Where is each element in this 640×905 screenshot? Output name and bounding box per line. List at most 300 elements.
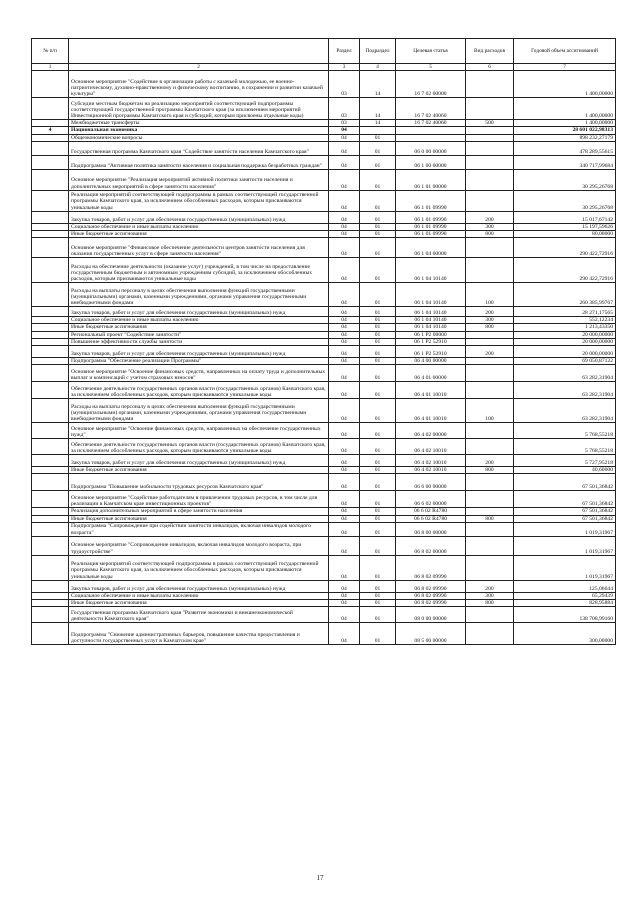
row-target-article: 06 1 P2 00000 xyxy=(396,331,466,338)
row-razdel: 04 xyxy=(329,474,360,491)
row-target-article: 06 1 01 09990 xyxy=(396,231,466,238)
row-razdel: 04 xyxy=(329,623,360,645)
row-target-article: 06 1 01 09990 xyxy=(396,223,466,230)
row-number xyxy=(32,98,69,120)
row-razdel: 04 xyxy=(329,515,360,522)
row-podrazdel: 01 xyxy=(360,474,396,491)
row-podrazdel: 01 xyxy=(360,607,396,623)
row-expense-type: 300 xyxy=(466,592,514,599)
row-amount: 1 400,00000 xyxy=(514,98,616,120)
table-row xyxy=(32,127,616,134)
row-razdel: 04 xyxy=(329,258,360,283)
row-target-article: 06 8 02 09990 xyxy=(396,555,466,580)
row-number xyxy=(32,71,69,98)
row-expense-type xyxy=(466,258,514,283)
row-razdel: 04 xyxy=(329,324,360,331)
row-expense-type xyxy=(466,141,514,155)
column-number: 4 xyxy=(360,64,396,71)
table-row xyxy=(32,238,616,258)
row-expense-type xyxy=(466,522,514,536)
table-row xyxy=(32,439,616,455)
row-expense-type xyxy=(466,338,514,345)
row-name: Закупка товаров, работ и услуг для обеспечения государственных (муниципальных) нужд xyxy=(69,455,329,467)
row-amount: 290 422,72916 xyxy=(514,238,616,258)
table-row xyxy=(32,455,616,467)
row-razdel: 04 xyxy=(329,231,360,238)
row-razdel: 04 xyxy=(329,358,360,365)
row-name: Основное мероприятие "Финансовое обеспечение деятельности центров занятости населения для оказания государственных услуг в сфере занятости населения" xyxy=(69,238,329,258)
row-expense-type: 500 xyxy=(466,120,514,127)
row-target-article: 06 1 01 09990 xyxy=(396,211,466,223)
row-amount: 138 708,99160 xyxy=(514,607,616,623)
row-expense-type xyxy=(466,238,514,258)
table-row xyxy=(32,155,616,169)
table-row xyxy=(32,98,616,120)
row-expense-type xyxy=(466,155,514,169)
row-name: Закупка товаров, работ и услуг для обеспечения государственных (муниципальных) нужд xyxy=(69,211,329,223)
row-amount: 63 282,31904 xyxy=(514,365,616,382)
row-razdel: 04 xyxy=(329,592,360,599)
table-row xyxy=(32,134,616,141)
row-number xyxy=(32,467,69,474)
row-podrazdel: 14 xyxy=(360,98,396,120)
row-amount: 67 501,36842 xyxy=(514,508,616,515)
table-row xyxy=(32,169,616,190)
row-podrazdel: 01 xyxy=(360,231,396,238)
row-expense-type: 200 xyxy=(466,307,514,317)
row-expense-type xyxy=(466,331,514,338)
row-number xyxy=(32,358,69,365)
table-row xyxy=(32,231,616,238)
row-amount: 260 385,99767 xyxy=(514,283,616,307)
row-name: Подпрограмма "Обеспечение реализации Программы" xyxy=(69,358,329,365)
column-number-row xyxy=(32,64,616,71)
table-row xyxy=(32,423,616,439)
row-amount: 28 271,17565 xyxy=(514,307,616,317)
row-amount: 290 422,72916 xyxy=(514,258,616,283)
row-target-article: 06 4 02 10010 xyxy=(396,455,466,467)
table-row xyxy=(32,536,616,555)
row-amount: 1 019,31967 xyxy=(514,555,616,580)
row-podrazdel: 01 xyxy=(360,508,396,515)
row-name: Социальное обеспечение и иные выплаты населению xyxy=(69,223,329,230)
row-target-article xyxy=(396,127,466,134)
row-amount: 300,00000 xyxy=(514,623,616,645)
row-number xyxy=(32,399,69,423)
row-expense-type xyxy=(466,607,514,623)
row-number xyxy=(32,474,69,491)
row-amount: 1 019,31967 xyxy=(514,522,616,536)
row-amount: 63 282,31904 xyxy=(514,382,616,399)
row-expense-type: 300 xyxy=(466,223,514,230)
row-razdel: 04 xyxy=(329,600,360,607)
row-name: Основное мероприятие "Сопровождение инвалидов, включая инвалидов молодого возраста, при трудоустройстве" xyxy=(69,536,329,555)
row-amount: 20 000,00000 xyxy=(514,338,616,345)
row-target-article: 06 1 04 10140 xyxy=(396,324,466,331)
row-expense-type xyxy=(466,474,514,491)
row-number xyxy=(32,338,69,345)
row-expense-type xyxy=(466,382,514,399)
row-target-article: 06 1 01 09990 xyxy=(396,190,466,211)
row-amount: 20 000,00000 xyxy=(514,331,616,338)
row-podrazdel: 01 xyxy=(360,592,396,599)
row-razdel: 04 xyxy=(329,134,360,141)
row-expense-type xyxy=(466,508,514,515)
row-razdel: 04 xyxy=(329,580,360,592)
row-amount: 69 050,87122 xyxy=(514,358,616,365)
row-name: Реализация дополнительных мероприятий в сфере занятости населения xyxy=(69,508,329,515)
row-podrazdel: 01 xyxy=(360,258,396,283)
row-amount: 5 727,95218 xyxy=(514,455,616,467)
row-amount: 15 017,67142 xyxy=(514,211,616,223)
row-amount: 5 768,55218 xyxy=(514,423,616,439)
row-razdel: 04 xyxy=(329,399,360,423)
row-razdel: 04 xyxy=(329,155,360,169)
row-name: Социальное обеспечение и иные выплаты населению xyxy=(69,592,329,599)
row-number xyxy=(32,515,69,522)
row-number xyxy=(32,607,69,623)
column-number: 3 xyxy=(329,64,360,71)
row-amount: 828,95884 xyxy=(514,600,616,607)
row-number xyxy=(32,317,69,324)
row-number xyxy=(32,324,69,331)
row-number xyxy=(32,211,69,223)
row-number xyxy=(32,439,69,455)
row-number xyxy=(32,331,69,338)
row-target-article: 16 7 02 00000 xyxy=(396,71,466,98)
row-number xyxy=(32,346,69,358)
row-number xyxy=(32,623,69,645)
row-name: Основное мероприятие "Содействие работодателям в привлечении трудовых ресурсов, в том числе для реализации в Камчатском крае инвестиционных проектов" xyxy=(69,491,329,508)
row-razdel: 04 xyxy=(329,423,360,439)
table-row xyxy=(32,607,616,623)
row-target-article: 06 4 01 00000 xyxy=(396,365,466,382)
table-row xyxy=(32,474,616,491)
row-razdel: 04 xyxy=(329,307,360,317)
table-row xyxy=(32,358,616,365)
row-name: Подпрограмма "Активная политика занятости населения и социальная поддержка безработных граждан" xyxy=(69,155,329,169)
row-amount: 63 282,31904 xyxy=(514,399,616,423)
row-razdel: 04 xyxy=(329,536,360,555)
row-expense-type: 800 xyxy=(466,467,514,474)
header-podrazdel: Подраздел xyxy=(360,39,396,64)
row-podrazdel: 01 xyxy=(360,238,396,258)
row-amount: 67 501,36842 xyxy=(514,515,616,522)
table-row xyxy=(32,399,616,423)
row-razdel: 04 xyxy=(329,283,360,307)
row-name: Обеспечение деятельности государственных органов власти (государственных органов) Камчатского края, за исключением обособленных расходов, которым присваиваются уникальные коды xyxy=(69,382,329,399)
table-row xyxy=(32,71,616,98)
row-number xyxy=(32,169,69,190)
row-number xyxy=(32,365,69,382)
row-razdel: 04 xyxy=(329,439,360,455)
table-row xyxy=(32,346,616,358)
row-name: Основное мероприятие "Освоение финансовых средств, направленных на обеспечение государственных нужд" xyxy=(69,423,329,439)
row-expense-type xyxy=(466,169,514,190)
row-expense-type: 200 xyxy=(466,455,514,467)
row-number xyxy=(32,134,69,141)
row-number: 4 xyxy=(32,127,69,134)
row-target-article: 06 4 01 10010 xyxy=(396,399,466,423)
row-target-article: 06 6 00 00000 xyxy=(396,474,466,491)
row-name: Иные бюджетные ассигнования xyxy=(69,467,329,474)
table-row xyxy=(32,515,616,522)
row-name: Реализация мероприятий соответствующей подпрограммы в рамках соответствующей государственной программы Камчатского края, за исключением обособленных расходов, которым присваиваются уникальные коды xyxy=(69,555,329,580)
table-row xyxy=(32,120,616,127)
row-number xyxy=(32,231,69,238)
row-name: Закупка товаров, работ и услуг для обеспечения государственных (муниципальных) нужд xyxy=(69,580,329,592)
row-expense-type: 300 xyxy=(466,317,514,324)
row-razdel: 04 xyxy=(329,522,360,536)
row-name: Иные бюджетные ассигнования xyxy=(69,231,329,238)
row-target-article: 06 4 02 10010 xyxy=(396,467,466,474)
row-razdel: 04 xyxy=(329,607,360,623)
row-name: Подпрограмма "Повышение мобильности трудовых ресурсов Камчатского края" xyxy=(69,474,329,491)
row-expense-type xyxy=(466,555,514,580)
row-expense-type xyxy=(466,127,514,134)
row-name: Региональный проект "Содействие занятости" xyxy=(69,331,329,338)
column-number: 7 xyxy=(514,64,616,71)
table-row xyxy=(32,190,616,211)
row-target-article: 06 8 02 09990 xyxy=(396,592,466,599)
table-row xyxy=(32,141,616,155)
row-target-article: 16 7 02 40060 xyxy=(396,120,466,127)
row-target-article: 06 4 01 10010 xyxy=(396,382,466,399)
row-target-article: 06 6 02 00000 xyxy=(396,491,466,508)
table-row xyxy=(32,522,616,536)
row-number xyxy=(32,155,69,169)
header-annual-volume: Годовой объем ассигнований xyxy=(514,39,616,64)
row-target-article: 06 1 04 10140 xyxy=(396,283,466,307)
row-target-article: 06 4 02 10010 xyxy=(396,439,466,455)
row-podrazdel: 01 xyxy=(360,536,396,555)
row-target-article: 16 7 02 40060 xyxy=(396,98,466,120)
row-expense-type xyxy=(466,358,514,365)
row-razdel: 04 xyxy=(329,508,360,515)
row-target-article: 06 4 02 00000 xyxy=(396,423,466,439)
row-expense-type xyxy=(466,491,514,508)
header-razdel: Раздел xyxy=(329,39,360,64)
table-row xyxy=(32,580,616,592)
row-number xyxy=(32,223,69,230)
row-podrazdel xyxy=(360,127,396,134)
row-expense-type: 800 xyxy=(466,600,514,607)
row-expense-type xyxy=(466,71,514,98)
row-expense-type xyxy=(466,439,514,455)
table-row xyxy=(32,623,616,645)
header-target-article: Целевая статья xyxy=(396,39,466,64)
row-target-article: 06 0 00 00000 xyxy=(396,141,466,155)
header-expense-type: Вид расходов xyxy=(466,39,514,64)
row-name: Закупка товаров, работ и услуг для обеспечения государственных (муниципальных) нужд xyxy=(69,307,329,317)
header-no: № п/п xyxy=(32,39,69,64)
row-amount: 125,06644 xyxy=(514,580,616,592)
row-expense-type: 800 xyxy=(466,515,514,522)
row-razdel: 04 xyxy=(329,555,360,580)
table-row xyxy=(32,592,616,599)
table-row xyxy=(32,307,616,317)
row-razdel: 03 xyxy=(329,120,360,127)
row-amount: 80,00000 xyxy=(514,231,616,238)
row-amount: 20 000,00000 xyxy=(514,346,616,358)
row-target-article: 06 1 04 10140 xyxy=(396,317,466,324)
row-number xyxy=(32,190,69,211)
row-target-article: 08 5 00 00000 xyxy=(396,623,466,645)
column-number: 2 xyxy=(69,64,329,71)
row-number xyxy=(32,522,69,536)
row-razdel: 04 xyxy=(329,223,360,230)
row-razdel: 04 xyxy=(329,238,360,258)
budget-table xyxy=(31,38,616,645)
row-amount: 5 768,55218 xyxy=(514,439,616,455)
row-podrazdel: 14 xyxy=(360,120,396,127)
row-expense-type: 200 xyxy=(466,211,514,223)
row-number xyxy=(32,283,69,307)
row-podrazdel: 14 xyxy=(360,71,396,98)
row-target-article: 06 1 04 00000 xyxy=(396,238,466,258)
row-target-article xyxy=(396,134,466,141)
row-razdel: 04 xyxy=(329,331,360,338)
row-razdel: 04 xyxy=(329,382,360,399)
row-expense-type xyxy=(466,190,514,211)
row-amount: 30 295,26768 xyxy=(514,169,616,190)
row-expense-type: 200 xyxy=(466,346,514,358)
table-header-row xyxy=(32,39,616,64)
row-expense-type: 800 xyxy=(466,324,514,331)
row-expense-type xyxy=(466,365,514,382)
row-podrazdel: 01 xyxy=(360,467,396,474)
row-name: Повышение эффективности службы занятости xyxy=(69,338,329,345)
row-podrazdel: 01 xyxy=(360,580,396,592)
row-razdel: 04 xyxy=(329,317,360,324)
row-number xyxy=(32,238,69,258)
table-row xyxy=(32,491,616,508)
table-row xyxy=(32,467,616,474)
row-target-article: 06 1 P2 52910 xyxy=(396,338,466,345)
row-razdel: 04 xyxy=(329,491,360,508)
row-podrazdel: 01 xyxy=(360,190,396,211)
row-name: Основное мероприятие "Содействие в организации работы с казачьей молодежью, ее военно-патриотическому, духовно-нравственному и физическому воспитанию, в сохранении и развитии казачьей культуры" xyxy=(69,71,329,98)
row-podrazdel: 01 xyxy=(360,358,396,365)
row-razdel: 04 xyxy=(329,211,360,223)
row-amount: 340 717,99684 xyxy=(514,155,616,169)
row-podrazdel: 01 xyxy=(360,283,396,307)
row-name: Подпрограмма "Сопровождение при содействии занятости инвалидов, включая инвалидов молодого возраста" xyxy=(69,522,329,536)
row-number xyxy=(32,592,69,599)
row-amount: 67 501,36842 xyxy=(514,491,616,508)
row-razdel: 04 xyxy=(329,169,360,190)
table-row xyxy=(32,283,616,307)
row-amount: 1 400,00000 xyxy=(514,71,616,98)
row-name: Основное мероприятие "Реализация мероприятий активной политики занятости населения и дополнительных мероприятий в сфере занятости населения" xyxy=(69,169,329,190)
row-podrazdel: 01 xyxy=(360,141,396,155)
row-razdel: 04 xyxy=(329,141,360,155)
row-name: Обеспечение деятельности государственных органов власти (государственных органов) Камчатского края, за исключением обособленных расходов, которым присваиваются уникальные коды xyxy=(69,439,329,455)
row-razdel: 04 xyxy=(329,338,360,345)
header-name xyxy=(69,39,329,64)
row-amount: 898 232,27179 xyxy=(514,134,616,141)
page-number: 17 xyxy=(316,874,324,882)
row-amount: 552,12234 xyxy=(514,317,616,324)
row-podrazdel: 01 xyxy=(360,307,396,317)
row-podrazdel: 01 xyxy=(360,491,396,508)
row-target-article: 08 0 00 00000 xyxy=(396,607,466,623)
row-razdel: 03 xyxy=(329,98,360,120)
row-name: Социальное обеспечение и иные выплаты населению xyxy=(69,317,329,324)
row-razdel: 03 xyxy=(329,71,360,98)
row-podrazdel: 01 xyxy=(360,455,396,467)
row-name: Межбюджетные трансферты xyxy=(69,120,329,127)
row-number xyxy=(32,307,69,317)
row-podrazdel: 01 xyxy=(360,423,396,439)
row-podrazdel: 01 xyxy=(360,600,396,607)
table-row xyxy=(32,338,616,345)
row-name: Иные бюджетные ассигнования xyxy=(69,324,329,331)
row-podrazdel: 01 xyxy=(360,338,396,345)
row-podrazdel: 01 xyxy=(360,346,396,358)
row-podrazdel: 01 xyxy=(360,331,396,338)
row-expense-type xyxy=(466,134,514,141)
row-name: Государственная программа Камчатского края "Развитие экономики и внешнеэкономической деятельности Камчатского края" xyxy=(69,607,329,623)
row-podrazdel: 01 xyxy=(360,324,396,331)
row-amount: 67 501,36842 xyxy=(514,474,616,491)
row-razdel: 04 xyxy=(329,346,360,358)
row-target-article: 06 1 P2 52910 xyxy=(396,346,466,358)
row-target-article: 06 1 00 00000 xyxy=(396,155,466,169)
row-name: Государственная программа Камчатского края "Содействие занятости населения Камчатского края" xyxy=(69,141,329,155)
row-amount: 65,29439 xyxy=(514,592,616,599)
row-podrazdel: 01 xyxy=(360,317,396,324)
table-row xyxy=(32,317,616,324)
row-number xyxy=(32,382,69,399)
row-razdel: 04 xyxy=(329,467,360,474)
row-amount: 28 601 022,98313 xyxy=(514,127,616,134)
row-target-article: 06 6 02 R4780 xyxy=(396,508,466,515)
table-row xyxy=(32,555,616,580)
row-name: Национальная экономика xyxy=(69,127,329,134)
row-number xyxy=(32,555,69,580)
row-number xyxy=(32,120,69,127)
row-target-article: 06 8 00 00000 xyxy=(396,522,466,536)
table-row xyxy=(32,324,616,331)
row-number xyxy=(32,600,69,607)
row-number xyxy=(32,580,69,592)
row-amount: 1 400,00000 xyxy=(514,120,616,127)
table-row xyxy=(32,223,616,230)
row-razdel: 04 xyxy=(329,455,360,467)
row-expense-type: 100 xyxy=(466,283,514,307)
row-target-article: 06 8 02 09990 xyxy=(396,580,466,592)
row-number xyxy=(32,455,69,467)
row-name: Расходы на обеспечение деятельности (оказание услуг) учреждений, в том числе на предоставление государственным бюджетным и автономным учреждениям субсидий, за исключением обособленных расходов, которым присваиваются уникальные коды xyxy=(69,258,329,283)
row-number xyxy=(32,423,69,439)
row-expense-type xyxy=(466,536,514,555)
row-name: Субсидии местным бюджетам на реализацию мероприятий соответствующей подпрограммы соответствующей государственной программы Камчатского края (за исключением мероприятий Инвестиционной программы Камчатского края и субсидий, которым присвоены отдельные коды) xyxy=(69,98,329,120)
row-podrazdel: 01 xyxy=(360,382,396,399)
row-amount: 40,60000 xyxy=(514,467,616,474)
row-target-article: 06 8 02 00000 xyxy=(396,536,466,555)
row-expense-type: 800 xyxy=(466,231,514,238)
row-podrazdel: 01 xyxy=(360,515,396,522)
row-expense-type xyxy=(466,423,514,439)
column-number: 6 xyxy=(466,64,514,71)
row-podrazdel: 01 xyxy=(360,169,396,190)
row-target-article: 06 4 00 00000 xyxy=(396,358,466,365)
row-podrazdel: 01 xyxy=(360,555,396,580)
row-expense-type: 100 xyxy=(466,399,514,423)
row-target-article: 06 1 04 10140 xyxy=(396,258,466,283)
table-row xyxy=(32,382,616,399)
